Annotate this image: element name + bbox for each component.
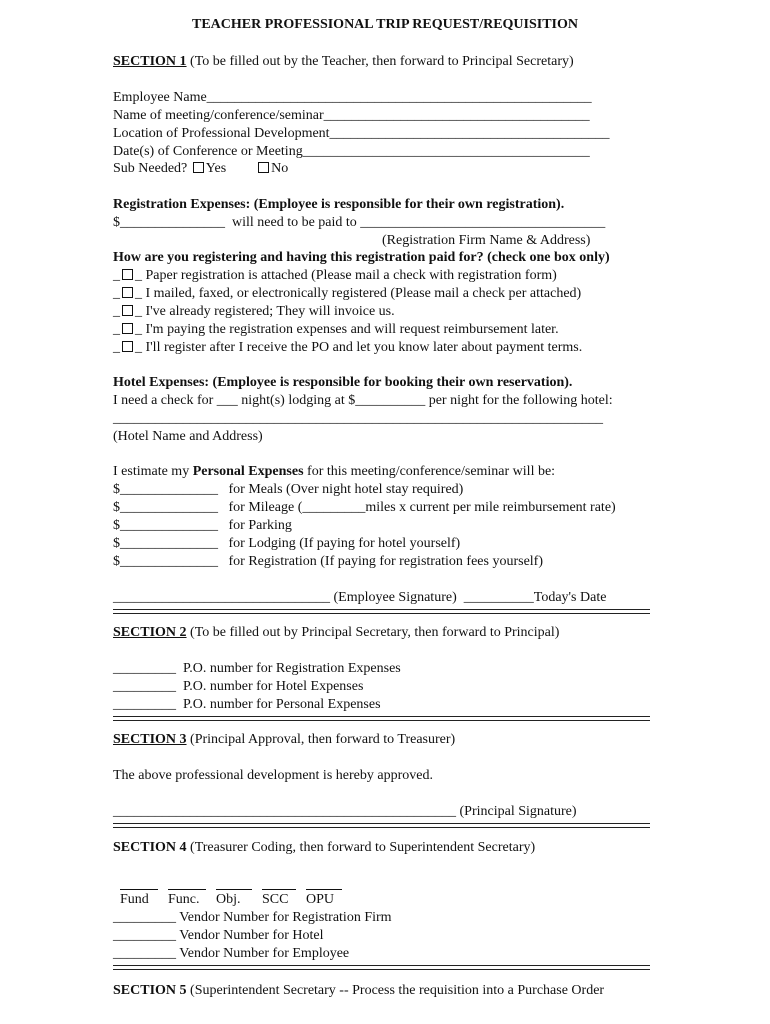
po-hotel-field[interactable]: _________ P.O. number for Hotel Expenses <box>113 679 364 694</box>
personal-estimate <box>113 463 555 480</box>
code-fund[interactable]: Fund <box>120 889 158 908</box>
sub-no-label: No <box>271 161 289 176</box>
option-label: _ I'll register after I receive the PO and let you know later about payment terms. <box>135 340 583 355</box>
vendor-hotel-field[interactable]: _________ Vendor Number for Hotel <box>113 928 324 943</box>
employee-name-field[interactable]: Employee Name_______________________________________________________ <box>113 90 592 105</box>
lodging-field[interactable]: $______________ for Lodging (If paying for hotel yourself) <box>113 536 461 551</box>
meeting-name-field[interactable]: Name of meeting/conference/seminar______________________________________ <box>113 108 590 123</box>
checkbox-icon[interactable] <box>122 341 133 352</box>
section-4-header <box>113 839 535 856</box>
code-scc[interactable]: SCC <box>262 889 296 908</box>
section-3-header <box>113 731 455 748</box>
registration-firm-caption: (Registration Firm Name & Address) <box>382 233 591 248</box>
employee-signature-line[interactable]: _______________________________ (Employee Signature) __________Today's Date <box>113 590 607 605</box>
section-5-note: (Superintendent Secretary -- Process the requisition into a Purchase Order <box>186 983 605 998</box>
section-1-heading: SECTION 1 <box>113 54 187 69</box>
location-field[interactable]: Location of Professional Development________________________________________ <box>113 126 610 141</box>
registration-personal-field[interactable]: $______________ for Registration (If paying for registration fees yourself) <box>113 554 544 569</box>
section-divider <box>113 823 650 828</box>
mileage-field[interactable]: $______________ for Mileage (_________miles x current per mile reimbursement rate) <box>113 500 616 515</box>
section-1-note: (To be filled out by the Teacher, then forward to Principal Secretary) <box>186 54 574 69</box>
estimate-prefix: I estimate my <box>113 464 193 479</box>
sub-no-checkbox[interactable] <box>258 162 269 173</box>
hotel-caption: (Hotel Name and Address) <box>113 429 263 444</box>
sub-needed-label: Sub Needed? <box>113 161 191 176</box>
checkbox-icon[interactable] <box>122 269 133 280</box>
section-3-heading: SECTION 3 <box>113 732 187 747</box>
registration-heading: Registration Expenses: (Employee is responsible for their own registration). <box>113 197 565 212</box>
sub-yes-label: Yes <box>205 161 227 176</box>
registration-option-1[interactable]: _ _ Paper registration is attached (Please mail a check with registration form) <box>113 268 557 283</box>
option-label: _ I'm paying the registration expenses and will request reimbursement later. <box>135 322 559 337</box>
section-divider <box>113 609 650 614</box>
checkbox-icon[interactable] <box>122 287 133 298</box>
section-5-heading: SECTION 5 <box>113 983 187 998</box>
checkbox-icon[interactable] <box>122 305 133 316</box>
section-1-header <box>113 53 574 70</box>
principal-signature-line[interactable]: _________________________________________________ (Principal Signature) <box>113 804 577 819</box>
vendor-registration-field[interactable]: _________ Vendor Number for Registration Firm <box>113 910 392 925</box>
hotel-need-line[interactable]: I need a check for ___ night(s) lodging at $__________ per night for the following hotel: <box>113 393 613 408</box>
treasurer-codes <box>113 872 352 908</box>
checkbox-icon[interactable] <box>122 323 133 334</box>
parking-field[interactable]: $______________ for Parking <box>113 518 292 533</box>
section-divider <box>113 965 650 970</box>
code-func[interactable]: Func. <box>168 889 206 908</box>
code-obj[interactable]: Obj. <box>216 889 252 908</box>
option-label: _ Paper registration is attached (Please mail a check with registration form) <box>135 268 557 283</box>
registration-question: How are you registering and having this registration paid for? (check one box only) <box>113 250 610 265</box>
registration-paid-line[interactable]: $_______________ will need to be paid to ___________________________________ <box>113 215 606 230</box>
sub-needed-row <box>113 160 288 177</box>
po-personal-field[interactable]: _________ P.O. number for Personal Expenses <box>113 697 381 712</box>
registration-option-3[interactable]: _ _ I've already registered; They will invoice us. <box>113 304 395 319</box>
option-label: _ I've already registered; They will invoice us. <box>135 304 395 319</box>
meals-field[interactable]: $______________ for Meals (Over night hotel stay required) <box>113 482 464 497</box>
code-opu[interactable]: OPU <box>306 889 342 908</box>
dates-field[interactable]: Date(s) of Conference or Meeting_________________________________________ <box>113 144 590 159</box>
option-label: _ I mailed, faxed, or electronically registered (Please mail a check per attached) <box>135 286 582 301</box>
section-4-heading: SECTION 4 <box>113 840 187 855</box>
estimate-bold: Personal Expenses <box>192 464 304 479</box>
section-2-header <box>113 624 559 641</box>
sub-yes-checkbox[interactable] <box>193 162 204 173</box>
registration-option-2[interactable]: _ _ I mailed, faxed, or electronically registered (Please mail a check per attached) <box>113 286 582 301</box>
section-3-note: (Principal Approval, then forward to Treasurer) <box>186 732 456 747</box>
section-5-header <box>113 982 604 999</box>
vendor-employee-field[interactable]: _________ Vendor Number for Employee <box>113 946 350 961</box>
section-divider <box>113 716 650 721</box>
hotel-heading: Hotel Expenses: (Employee is responsible for booking their own reservation). <box>113 375 573 390</box>
section-2-heading: SECTION 2 <box>113 625 187 640</box>
estimate-suffix: for this meeting/conference/seminar will be: <box>303 464 556 479</box>
page-title: TEACHER PROFESSIONAL TRIP REQUEST/REQUISITION <box>191 17 578 32</box>
section-4-note: (Treasurer Coding, then forward to Superintendent Secretary) <box>186 840 536 855</box>
registration-option-4[interactable]: _ _ I'm paying the registration expenses and will request reimbursement later. <box>113 322 559 337</box>
registration-option-5[interactable]: _ _ I'll register after I receive the PO and let you know later about payment terms. <box>113 340 583 355</box>
hotel-name-blank[interactable]: ______________________________________________________________________ <box>113 411 603 426</box>
po-registration-field[interactable]: _________ P.O. number for Registration Expenses <box>113 661 401 676</box>
section-2-note: (To be filled out by Principal Secretary, then forward to Principal) <box>186 625 560 640</box>
approval-statement: The above professional development is hereby approved. <box>113 768 433 783</box>
